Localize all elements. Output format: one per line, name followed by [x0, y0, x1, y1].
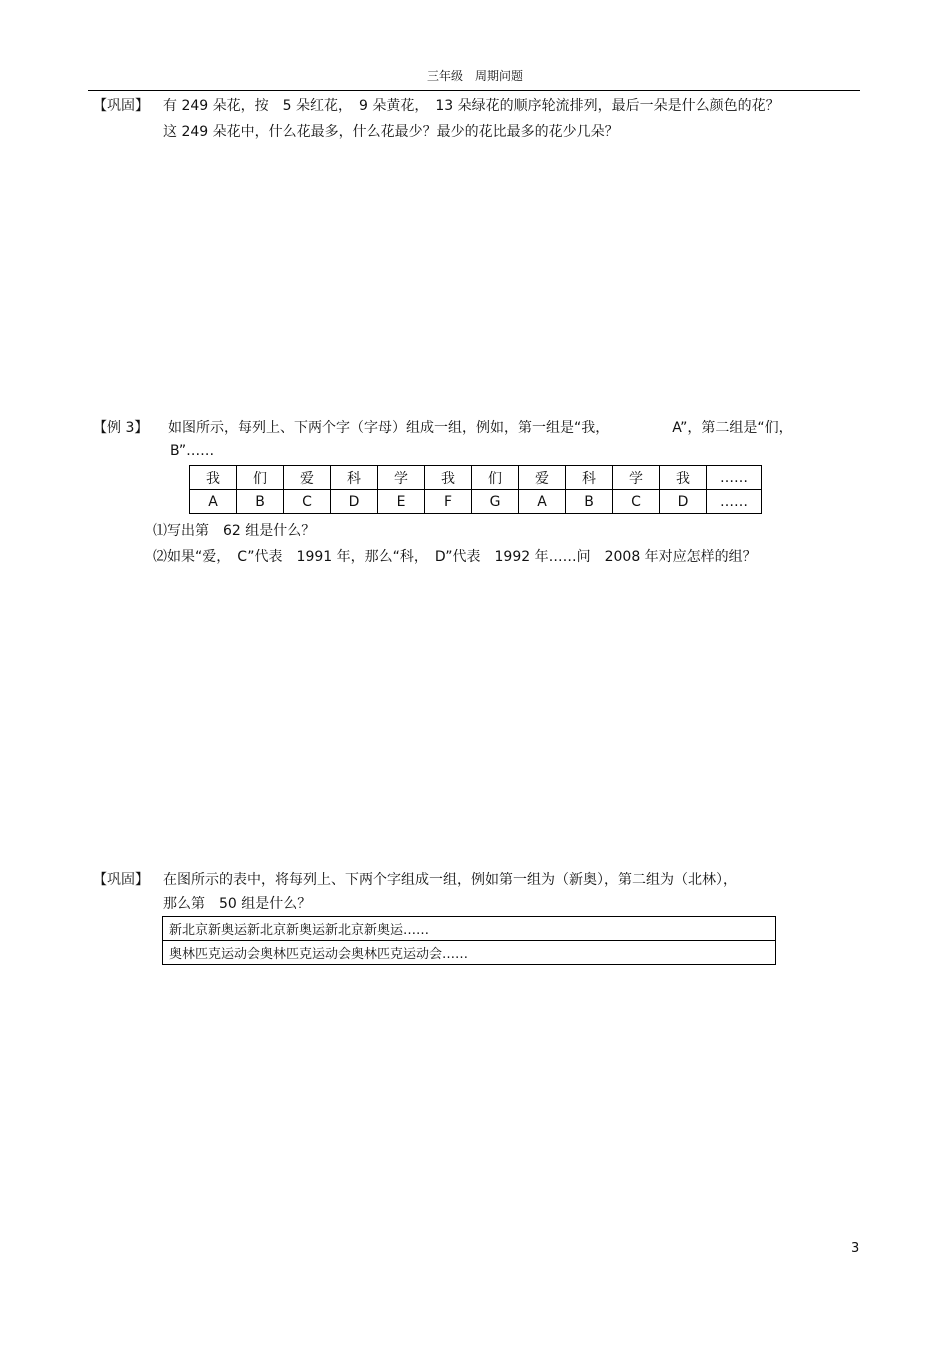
table-cell: 爱 — [284, 466, 331, 490]
consolidate1-line-2: 这 249 朵花中，什么花最多，什么花最少？最少的花比最多的花少几朵？ — [163, 124, 619, 140]
table-cell: 我 — [190, 466, 237, 490]
table-cell: C — [613, 490, 660, 514]
table-cell: 新北京新奥运新北京新奥运新北京新奥运…… — [163, 917, 776, 941]
table-cell: D — [660, 490, 707, 514]
example3-line-1: 如图所示，每列上、下两个字（字母）组成一组，例如，第一组是“我， A”，第二组是“们， — [168, 420, 793, 436]
table-cell: 我 — [660, 466, 707, 490]
table-cell: B — [237, 490, 284, 514]
page-header-title: 三年级 周期问题 — [426, 69, 523, 83]
table-cell: E — [378, 490, 425, 514]
example3-table — [189, 465, 762, 514]
consolidate2-table — [162, 916, 776, 965]
table-cell: A — [519, 490, 566, 514]
table-cell: …… — [707, 490, 762, 514]
example3-question-1: ⑴写出第 62 组是什么？ — [153, 523, 316, 539]
table-cell: D — [331, 490, 378, 514]
table-cell: 学 — [613, 466, 660, 490]
table-cell: 学 — [378, 466, 425, 490]
consolidate2-line-2: 那么第 50 组是什么？ — [163, 896, 312, 912]
table-cell: 奥林匹克运动会奥林匹克运动会奥林匹克运动会…… — [163, 941, 776, 965]
consolidate1-line-1: 有 249 朵花，按 5 朵红花， 9 朵黄花， 13 朵绿花的顺序轮流排列，最后一朵是什么颜色的花？ — [163, 98, 780, 114]
table-cell: 们 — [237, 466, 284, 490]
table-cell: …… — [707, 466, 762, 490]
consolidate2-table-row-top — [163, 917, 776, 941]
consolidate2-tag: 【巩固】 — [93, 872, 149, 888]
example3-table-row-bottom — [190, 490, 762, 514]
page-number: 3 — [851, 1241, 860, 1256]
table-cell: G — [472, 490, 519, 514]
table-cell: 科 — [566, 466, 613, 490]
header-rule — [88, 90, 860, 91]
table-cell: 们 — [472, 466, 519, 490]
table-cell: B — [566, 490, 613, 514]
example3-question-2: ⑵如果“爱， C”代表 1991 年，那么“科， D”代表 1992 年……问 2008 年对应怎样的组？ — [153, 549, 757, 565]
example3-table-row-top — [190, 466, 762, 490]
table-cell: C — [284, 490, 331, 514]
table-cell: 爱 — [519, 466, 566, 490]
consolidate2-line-1: 在图所示的表中，将每列上、下两个字组成一组，例如第一组为（新奥），第二组为（北林）， — [163, 872, 737, 888]
example3-line-2: B”…… — [170, 443, 215, 459]
consolidate2-table-row-bottom — [163, 941, 776, 965]
table-cell: F — [425, 490, 472, 514]
consolidate1-tag: 【巩固】 — [93, 98, 149, 114]
table-cell: 我 — [425, 466, 472, 490]
table-cell: A — [190, 490, 237, 514]
table-cell: 科 — [331, 466, 378, 490]
example3-tag: 【例 3】 — [93, 420, 149, 436]
